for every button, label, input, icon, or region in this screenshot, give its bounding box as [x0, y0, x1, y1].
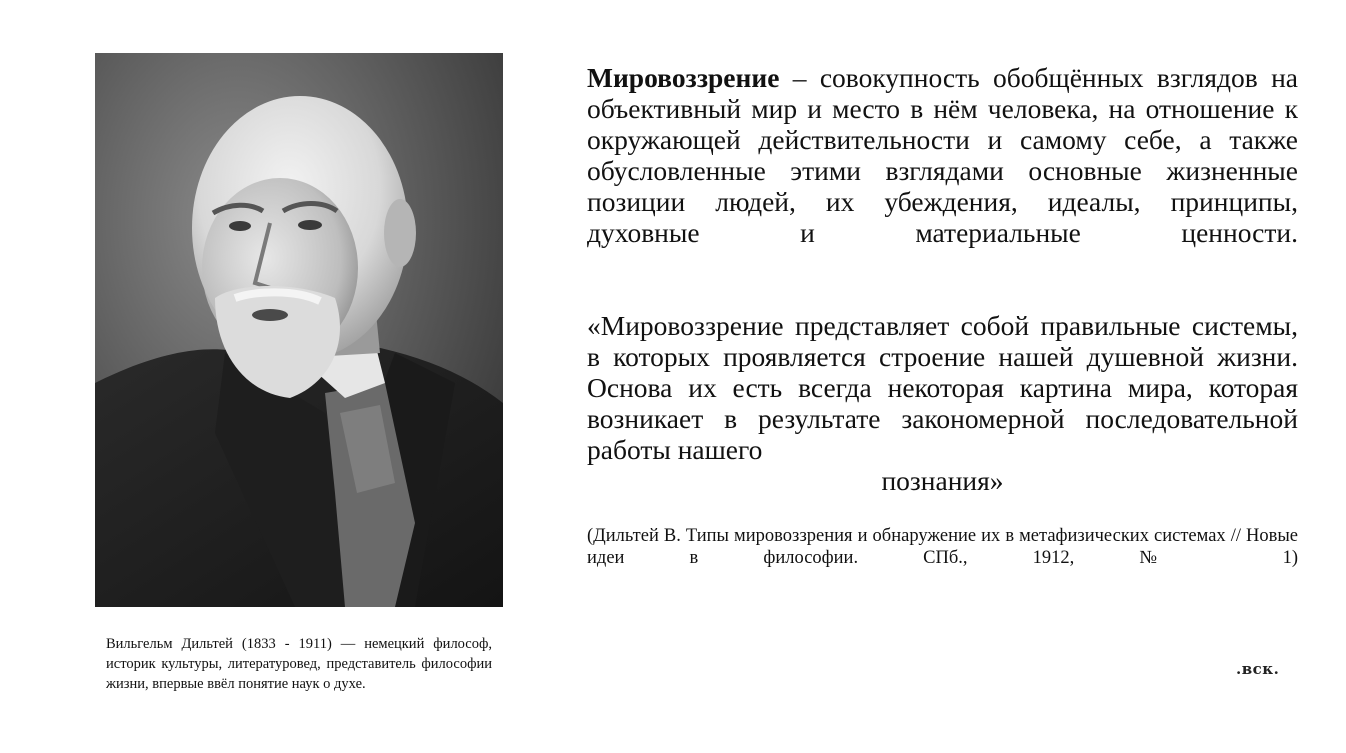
portrait-photo [95, 53, 503, 607]
dilthey-quote [587, 310, 1298, 496]
quote-text: «Мировоззрение представляет собой правильные системы, в которых проявляется строение нашей душевной жизни. Основа их есть всегда некоторая картина мира, которая возникает в результате закономерной последовательной работы нашего [587, 310, 1298, 465]
portrait-caption: Вильгельм Дильтей (1833 - 1911) — немецкий философ, историк культуры, литературовед, представитель философии жизни, впервые ввёл понятие наук о духе. [106, 636, 492, 692]
quote-reference: (Дильтей В. Типы мировоззрения и обнаружение их в метафизических системах // Новые идеи в философии. СПб., 1912, № 1) [587, 526, 1298, 568]
definition-paragraph [587, 62, 1298, 248]
definition-term: Мировоззрение [587, 62, 780, 93]
portrait-illustration [95, 53, 503, 607]
definition-text: – совокупность обобщённых взглядов на объективный мир и место в нём человека, на отношение к окружающей действительности и самому себе, а также обусловленные этими взглядами основные жизненные позиции людей, их убеждения, идеалы, принципы, духовные и материальные ценности. [587, 62, 1298, 248]
quote-last-word: познания» [881, 465, 1004, 496]
logo-mark: .вск. [1236, 660, 1280, 678]
